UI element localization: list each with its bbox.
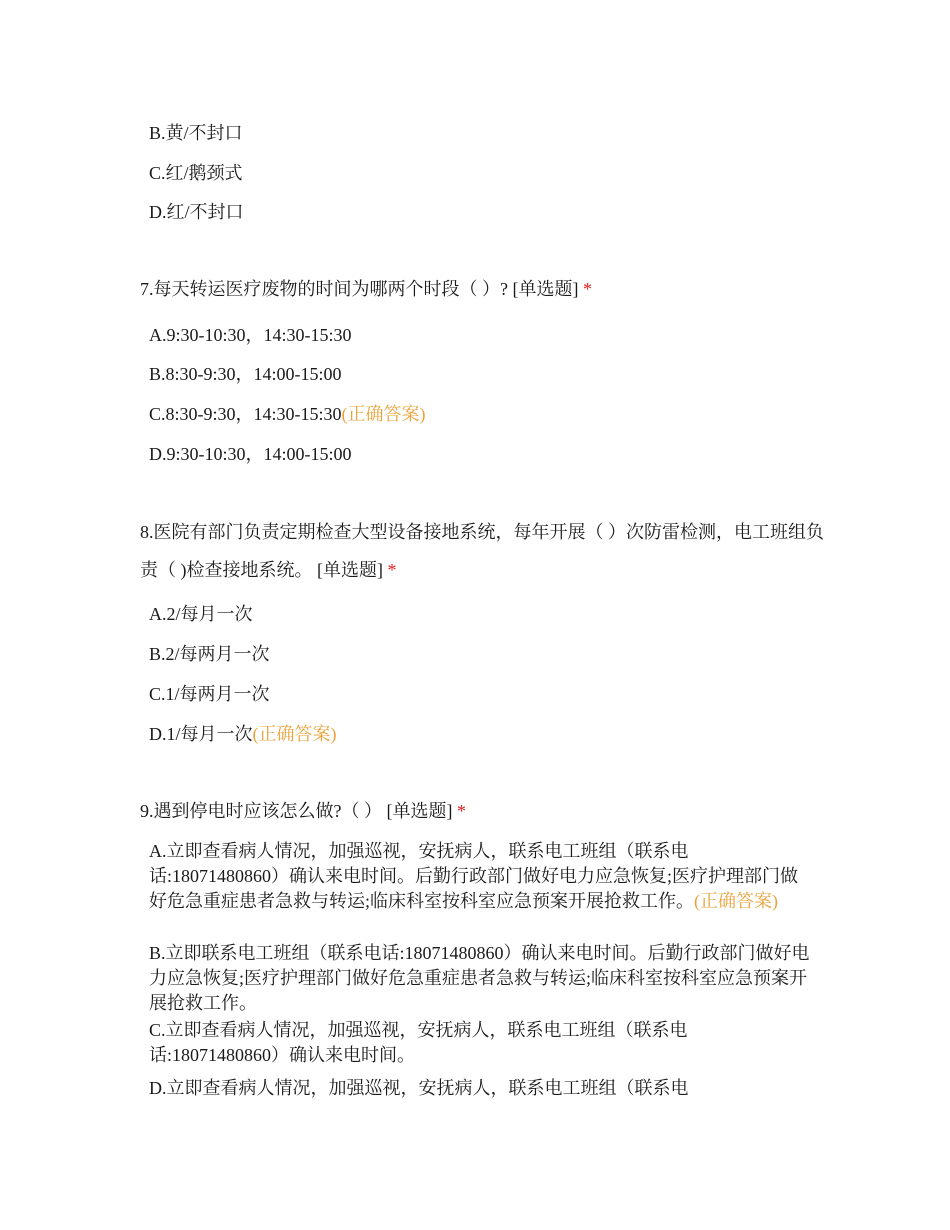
q9-option-a [149,839,814,914]
q9-title [140,792,830,830]
option-text: A.9:30-10:30，14:30-15:30 [149,325,352,345]
option-text: B.2/每两月一次 [149,644,270,664]
option-text: D.红/不封口 [149,202,244,222]
correct-answer-tag: (正确答案) [694,891,778,911]
option-text: A.立即查看病人情况，加强巡视，安抚病人，联系电工班组（联系电话:18071480860）确认来电时间。后勤行政部门做好电力应急恢复;医疗护理部门做好危急重症患者急救与转运;临床科室按科室应急预案开展抢救工作。 [149,841,798,911]
q7-option-b [149,362,814,387]
q8-option-a [149,602,814,627]
q8-option-d [149,722,814,747]
q9-option-c [149,1018,814,1068]
option-text: B.立即联系电工班组（联系电话:18071480860）确认来电时间。后勤行政部门做好电力应急恢复;医疗护理部门做好危急重症患者急救与转运;临床科室按科室应急预案开展抢救工作。 [149,943,810,1013]
option-text: C.1/每两月一次 [149,684,270,704]
q8-title [140,513,830,589]
q8-option-b [149,642,814,667]
option-text: B.8:30-9:30，14:00-15:00 [149,364,342,384]
option-text: C.立即查看病人情况，加强巡视，安抚病人，联系电工班组（联系电话:18071480860）确认来电时间。 [149,1020,688,1065]
q8-option-c [149,682,814,707]
question-text: 8.医院有部门负责定期检查大型设备接地系统，每年开展（ ）次防雷检测，电工班组负责（ )检查接地系统。 [单选题] [140,522,824,580]
correct-answer-tag: (正确答案) [252,724,337,744]
option-text: D.9:30-10:30，14:00-15:00 [149,444,352,464]
option-text: D.立即查看病人情况，加强巡视，安抚病人，联系电工班组（联系电 [149,1078,689,1098]
required-mark: * [456,801,466,821]
option-text: C.红/鹅颈式 [149,163,243,183]
q9-option-d [149,1076,814,1101]
question-text: 7.每天转运医疗废物的时间为哪两个时段（ ）? [单选题] [140,279,579,299]
option-text: A.2/每月一次 [149,604,253,624]
q7-option-d [149,442,814,467]
option-text: C.8:30-9:30，14:30-15:30 [149,404,342,424]
q6-option-b [149,121,814,146]
q7-title [140,270,830,308]
question-text: 9.遇到停电时应该怎么做?（ ） [单选题] [140,801,453,821]
q6-option-c [149,161,814,186]
q7-option-a [149,323,814,348]
required-mark: * [387,560,397,580]
option-text: D.1/每月一次 [149,724,253,744]
required-mark: * [582,279,592,299]
q6-option-d [149,200,814,225]
option-text: B.黄/不封口 [149,123,243,143]
correct-answer-tag: (正确答案) [341,404,426,424]
q7-option-c [149,402,814,427]
q9-option-b [149,941,814,1016]
